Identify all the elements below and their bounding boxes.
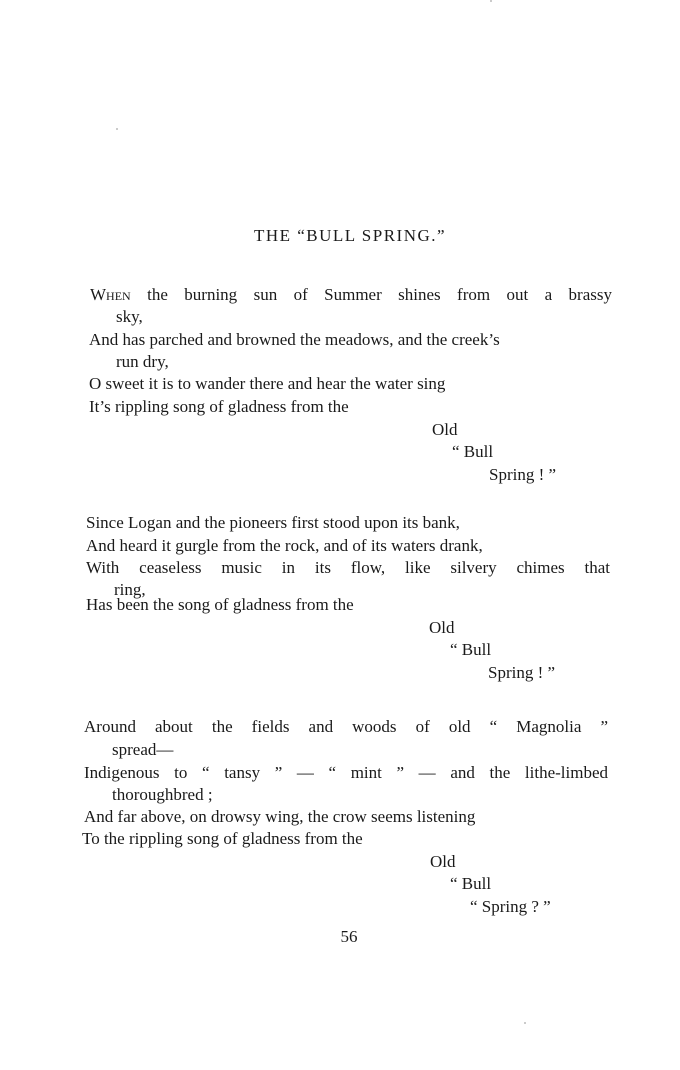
poem-line: spread—: [112, 740, 174, 759]
poem-line: thoroughbred ;: [112, 785, 213, 804]
poem-line: sky,: [116, 307, 143, 326]
poem-line: Indigenous to “ tansy ” — “ mint ” — and the lithe-limbed: [84, 763, 608, 782]
poem-line: run dry,: [116, 352, 169, 371]
poem-line: Old: [430, 852, 456, 871]
paper-speck: [116, 128, 118, 130]
paper-speck: [490, 0, 492, 2]
poem-line: And has parched and browned the meadows, and the creek’s: [89, 330, 500, 349]
poem-line: “ Spring ? ”: [470, 897, 551, 916]
poem-line: Spring ! ”: [489, 465, 557, 484]
poem-line: And far above, on drowsy wing, the crow seems listening: [84, 807, 476, 826]
poem-line: “ Bull: [452, 442, 494, 461]
poem-line: When the burning sun of Summer shines from out a brassy: [90, 285, 612, 304]
paper-speck: [524, 1022, 526, 1024]
poem-line: With ceaseless music in its flow, like silvery chimes that: [86, 558, 610, 577]
page-number: 56: [340, 927, 358, 946]
poem-line: Old: [432, 420, 458, 439]
poem-line: Since Logan and the pioneers first stood upon its bank,: [86, 513, 460, 532]
poem-line: ring,: [114, 580, 146, 599]
poem-title: THE “BULL SPRING.”: [253, 226, 447, 245]
poem-line: “ Bull: [450, 874, 492, 893]
poem-line: It’s rippling song of gladness from the: [89, 397, 349, 416]
poem-line: Spring ! ”: [488, 663, 556, 682]
poem-line: And heard it gurgle from the rock, and of its waters drank,: [86, 536, 483, 555]
poem-line: Around about the fields and woods of old “ Magnolia ”: [84, 717, 608, 736]
poem-line: To the rippling song of gladness from the: [82, 829, 363, 848]
poem-line: “ Bull: [450, 640, 492, 659]
poem-line: Has been the song of gladness from the: [86, 595, 354, 614]
drop-word: When: [90, 285, 131, 304]
poem-line: Old: [429, 618, 455, 637]
poem-line: O sweet it is to wander there and hear the water sing: [89, 374, 446, 393]
